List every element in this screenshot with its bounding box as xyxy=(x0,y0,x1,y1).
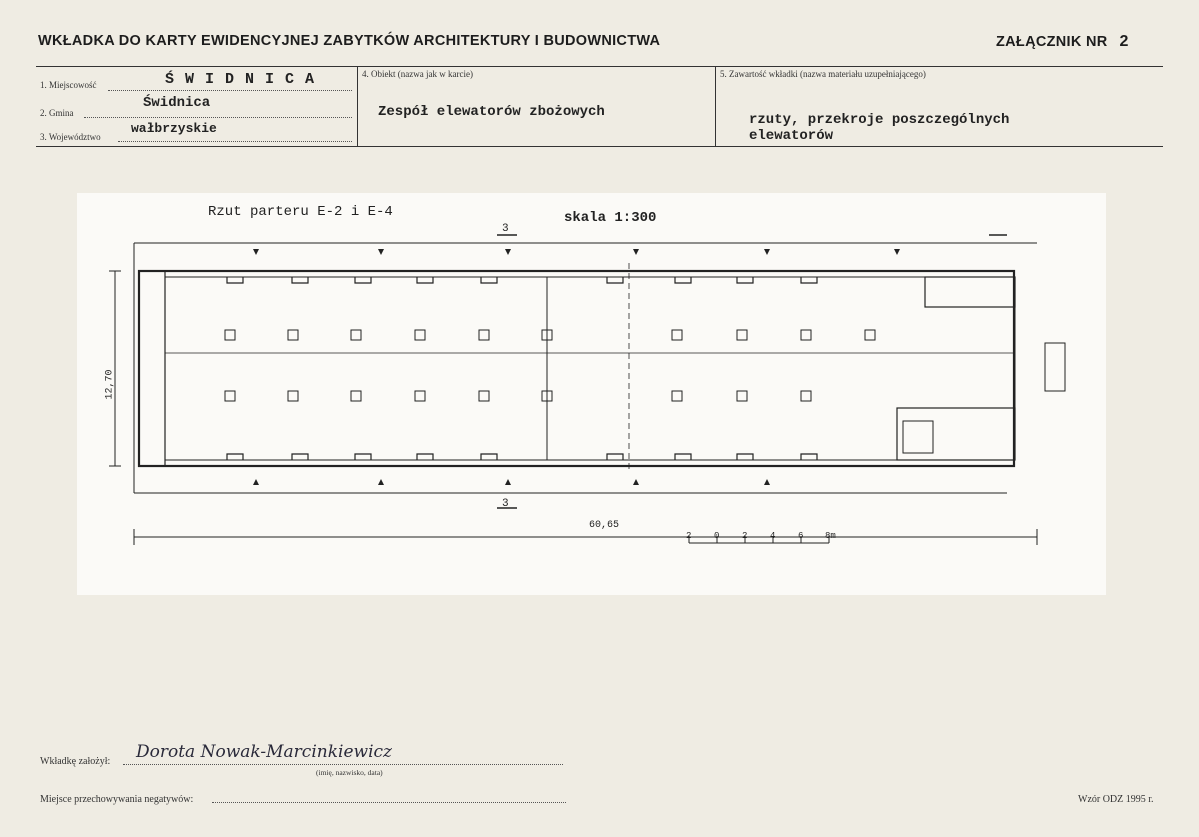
column-icon xyxy=(479,391,489,401)
author-signature: Dorota Nowak-Marcinkiewicz xyxy=(136,742,392,762)
pilasters xyxy=(227,277,817,460)
table-divider-2 xyxy=(715,66,716,146)
column-icon xyxy=(225,391,235,401)
contents-value-line2: elewatorów xyxy=(749,128,834,144)
scalebar-label-0: 2 xyxy=(686,531,692,541)
wojewodztwo-value: wałbrzyskie xyxy=(131,121,217,136)
drawing-title: Rzut parteru E-2 i E-4 xyxy=(208,204,393,220)
contents-value-line1: rzuty, przekroje poszczególnych xyxy=(749,112,1010,128)
section-marker-bottom-label: 3 xyxy=(502,498,509,510)
author-dots xyxy=(123,764,563,765)
column-icon xyxy=(737,330,747,340)
object-label: 4. Obiekt (nazwa jak w karcie) xyxy=(362,69,473,79)
left-stair-block xyxy=(139,271,165,466)
table-bottom-line xyxy=(36,146,1163,147)
scalebar-label-2: 2 xyxy=(742,531,748,541)
table-top-line xyxy=(36,66,1163,67)
table-divider-1 xyxy=(357,66,358,146)
miejscowosc-value: Ś W I D N I C A xyxy=(165,71,316,88)
column-icon xyxy=(415,391,425,401)
right-annex xyxy=(1045,343,1065,391)
annex-label xyxy=(996,33,1129,51)
scalebar-label-1: 0 xyxy=(714,531,720,541)
overall-width-label: 12,70 xyxy=(104,369,116,400)
stair-core xyxy=(903,421,933,453)
column-icon xyxy=(288,330,298,340)
author-label: Wkładkę założył: xyxy=(40,756,111,767)
contents-label: 5. Zawartość wkładki (nazwa materiału uzupełniającego) xyxy=(720,69,926,79)
miejscowosc-dots xyxy=(108,90,352,91)
column-icon xyxy=(225,330,235,340)
column-icon xyxy=(737,391,747,401)
building-inner-wall xyxy=(165,277,1015,460)
wojewodztwo-dots xyxy=(118,141,352,142)
storage-dots xyxy=(212,802,566,803)
author-hint: (imię, nazwisko, data) xyxy=(316,768,383,777)
storage-label: Miejsce przechowywania negatywów: xyxy=(40,794,194,805)
building-outline xyxy=(139,271,1014,466)
window-markers xyxy=(253,249,900,485)
column-icon xyxy=(415,330,425,340)
annex-number: 2 xyxy=(1119,33,1129,50)
column-icon xyxy=(672,330,682,340)
miejscowosc-label: 1. Miejscowość xyxy=(40,80,97,90)
overall-length-label: 60,65 xyxy=(589,520,620,531)
column-icon xyxy=(672,391,682,401)
floor-plan-drawing xyxy=(77,193,1106,595)
wojewodztwo-label: 3. Województwo xyxy=(40,132,101,142)
gmina-label: 2. Gmina xyxy=(40,108,74,118)
columns xyxy=(225,330,875,401)
section-marker-top-label: 3 xyxy=(502,223,509,235)
scalebar-label-5: 8m xyxy=(825,531,836,541)
drawing-scale: skala 1:300 xyxy=(564,210,657,226)
column-icon xyxy=(351,391,361,401)
scalebar-label-4: 6 xyxy=(798,531,804,541)
form-model: Wzór ODZ 1995 r. xyxy=(1078,794,1154,805)
column-icon xyxy=(865,330,875,340)
column-icon xyxy=(351,330,361,340)
column-icon xyxy=(801,391,811,401)
scalebar-label-3: 4 xyxy=(770,531,776,541)
object-value: Zespół elewatorów zbożowych xyxy=(378,104,605,120)
form-title: WKŁADKA DO KARTY EWIDENCYJNEJ ZABYTKÓW ARCHITEKTURY I BUDOWNICTWA xyxy=(38,33,661,49)
gmina-value: Świdnica xyxy=(143,95,211,111)
office-bottom-right xyxy=(897,408,1015,460)
annex-label-text: ZAŁĄCZNIK NR xyxy=(996,34,1108,50)
floor-plan-svg xyxy=(77,193,1106,595)
gmina-dots xyxy=(84,117,352,118)
office-top-right xyxy=(925,277,1015,307)
column-icon xyxy=(288,391,298,401)
column-icon xyxy=(479,330,489,340)
column-icon xyxy=(801,330,811,340)
